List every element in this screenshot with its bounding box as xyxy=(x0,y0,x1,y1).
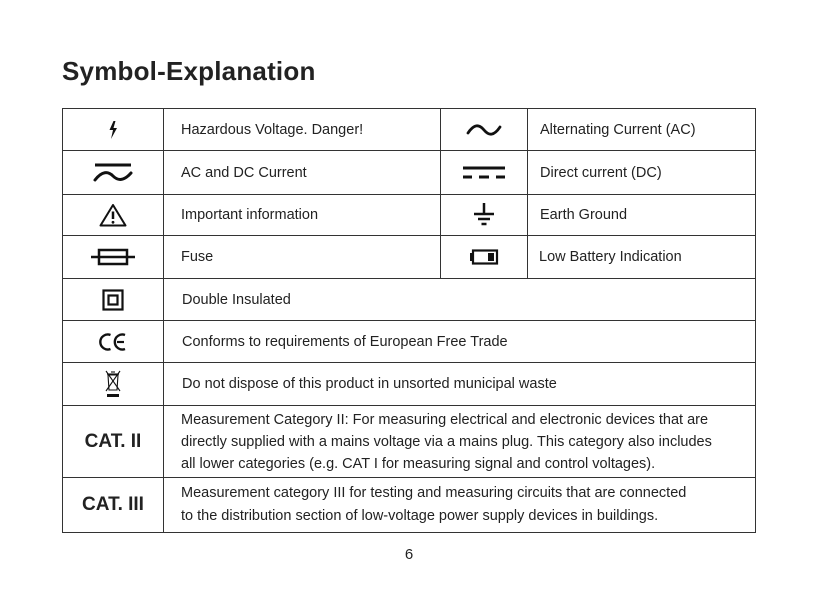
page-number: 6 xyxy=(404,546,414,563)
cat-iii-line-2: to the distribution section of low-voltage power supply devices in buildings. xyxy=(181,508,659,524)
double-insulated-label: Double Insulated xyxy=(182,291,291,308)
symbol-table xyxy=(62,108,756,533)
important-information-label: Important information xyxy=(181,207,319,223)
cat-ii-line-1: Measurement Category II: For measuring electrical and electronic devices that are xyxy=(181,411,709,428)
cat-ii-label: CAT. II xyxy=(84,430,142,452)
ac-dc-current-label: AC and DC Current xyxy=(181,164,307,181)
cat-ii-line-3: all lower categories (e.g. CAT I for measuring signal and control voltages). xyxy=(181,455,656,472)
warning-triangle-icon xyxy=(63,195,163,235)
page-title: Symbol-Explanation xyxy=(62,56,316,86)
direct-current-label: Direct current (DC) xyxy=(540,164,662,181)
cat-iii-label: CAT. III xyxy=(82,494,144,515)
low-battery-icon xyxy=(441,236,527,278)
hazardous-voltage-label: Hazardous Voltage. Danger! xyxy=(181,121,364,138)
earth-ground-label: Earth Ground xyxy=(540,207,628,223)
cat-ii-line-2: directly supplied with a mains voltage via a mains plug. This category also includes xyxy=(181,433,712,450)
ce-mark-icon xyxy=(63,321,163,362)
ac-wave-icon xyxy=(441,109,527,150)
low-battery-label: Low Battery Indication xyxy=(539,249,682,265)
cat-iii-line-1: Measurement category III for testing and measuring circuits that are connected xyxy=(181,485,687,501)
cat-iii-description xyxy=(164,478,755,532)
dc-icon xyxy=(441,151,527,194)
cat-ii-description xyxy=(164,406,755,477)
earth-ground-icon xyxy=(441,195,527,235)
weee-label: Do not dispose of this product in unsorted municipal waste xyxy=(182,376,557,392)
double-insulated-icon xyxy=(63,279,163,320)
alternating-current-label: Alternating Current (AC) xyxy=(540,121,696,138)
ce-mark-label: Conforms to requirements of European Free Trade xyxy=(182,333,508,350)
fuse-label: Fuse xyxy=(181,249,214,265)
ac-dc-icon xyxy=(63,151,163,194)
high-voltage-icon xyxy=(63,109,163,150)
fuse-icon xyxy=(63,236,163,278)
weee-bin-icon xyxy=(63,363,163,405)
